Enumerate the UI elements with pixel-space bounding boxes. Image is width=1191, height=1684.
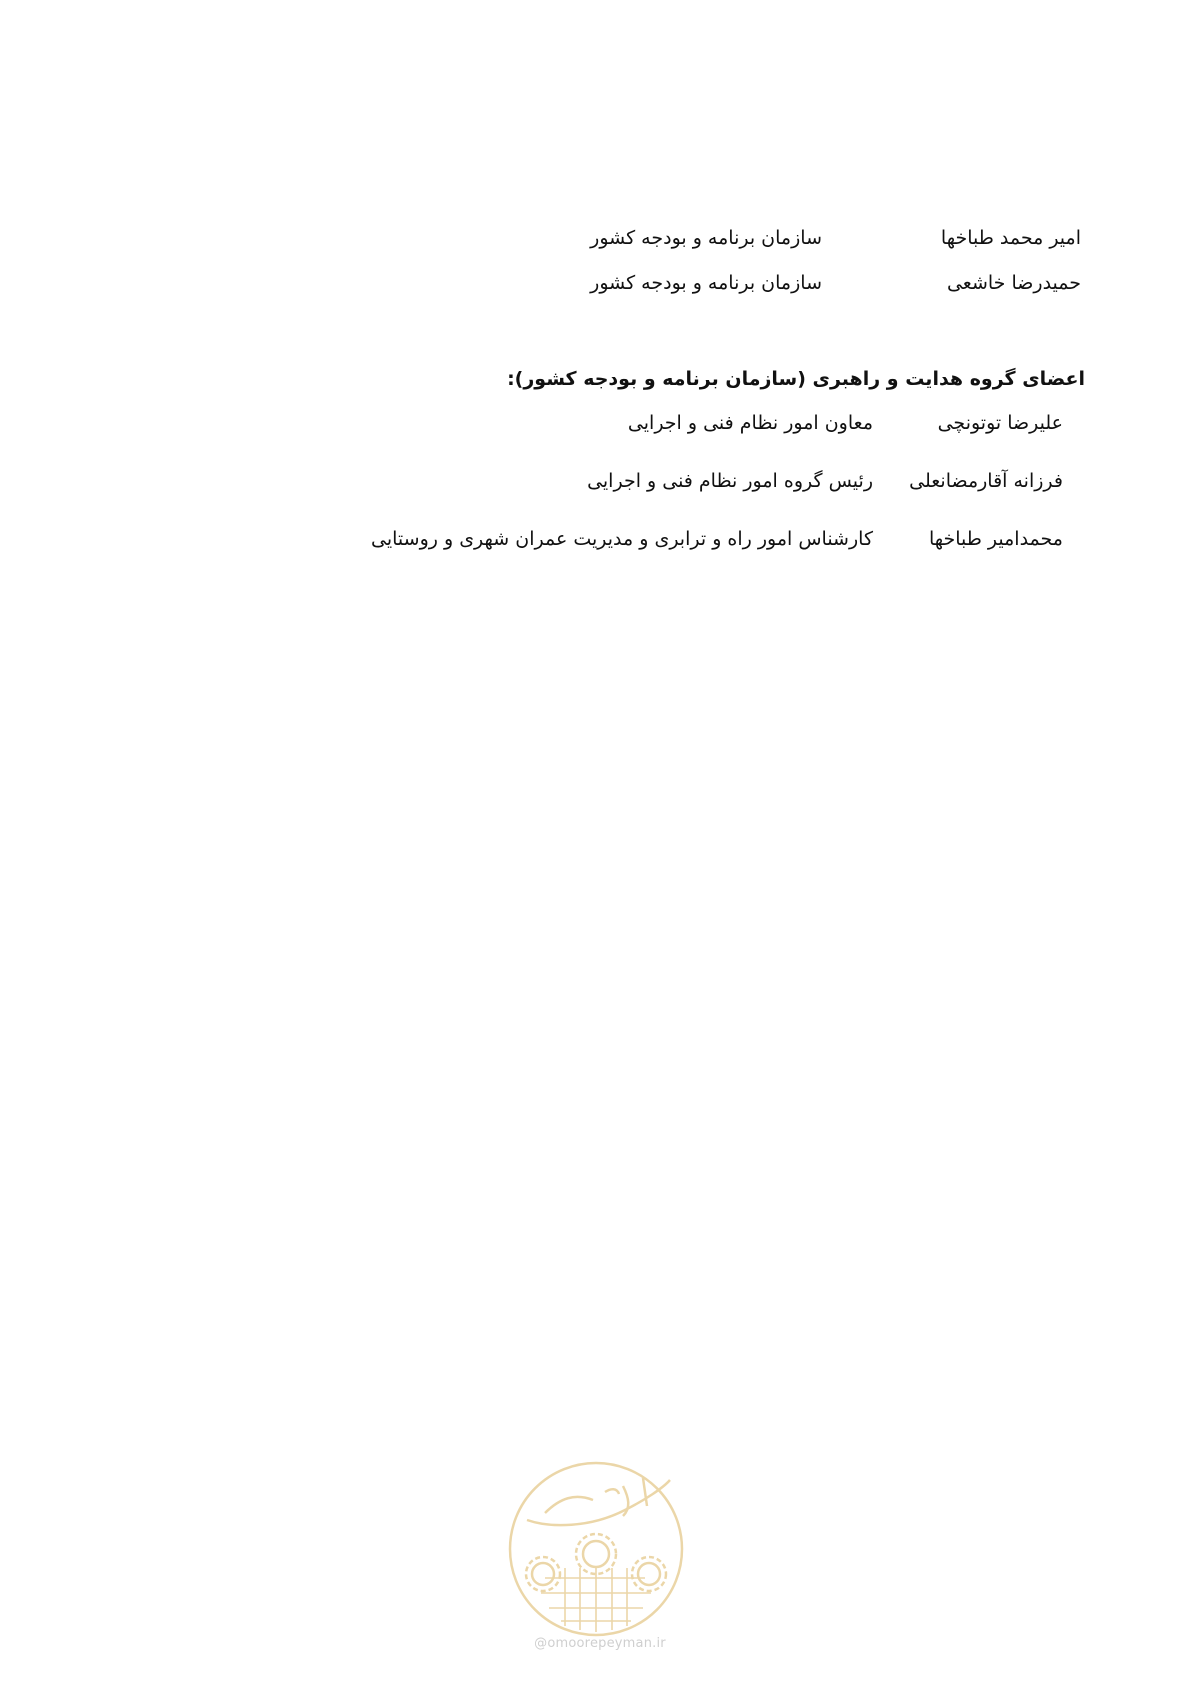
- contributor-org: سازمان برنامه و بودجه کشور: [590, 227, 822, 249]
- steering-heading: اعضای گروه هدایت و راهبری (سازمان برنامه و بودجه کشور):: [507, 368, 1085, 390]
- member-name: فرزانه آقارمضانعلی: [909, 470, 1063, 492]
- member-role: معاون امور نظام فنی و اجرایی: [627, 412, 873, 434]
- contributor-org: سازمان برنامه و بودجه کشور: [590, 272, 822, 294]
- member-role: کارشناس امور راه و ترابری و مدیریت عمران شهری و روستایی: [371, 528, 873, 550]
- contributor-name: امیر محمد طباخها: [940, 227, 1081, 249]
- contributor-name: حمیدرضا خاشعی: [946, 272, 1081, 294]
- watermark-url: @omoorepeyman.ir: [534, 1636, 666, 1651]
- member-role: رئیس گروه امور نظام فنی و اجرایی: [587, 470, 873, 492]
- logo-emblem-icon: [505, 1458, 687, 1640]
- member-name: محمدامیر طباخها: [928, 528, 1063, 550]
- member-name: علیرضا توتونچی: [937, 412, 1063, 434]
- watermark-logo: [505, 1458, 687, 1640]
